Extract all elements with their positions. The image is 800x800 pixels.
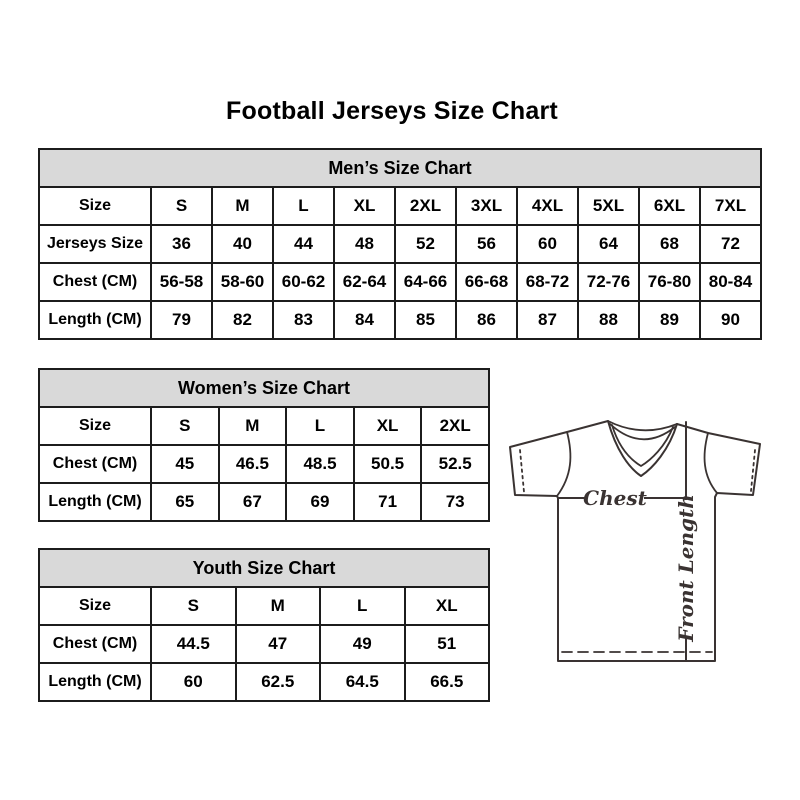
value-cell: 85 xyxy=(395,301,456,339)
vneck-outer xyxy=(608,421,677,476)
value-cell: 68-72 xyxy=(517,263,578,301)
value-cell: S xyxy=(151,187,212,225)
left-cuff-stitch xyxy=(520,450,524,492)
mens-table-title: Men’s Size Chart xyxy=(39,149,761,187)
value-cell: 66-68 xyxy=(456,263,517,301)
table-row xyxy=(39,263,761,301)
value-cell: 5XL xyxy=(578,187,639,225)
value-cell: 47 xyxy=(236,625,321,663)
value-cell: 45 xyxy=(151,445,219,483)
row-label: Length (CM) xyxy=(39,301,151,339)
row-label: Jerseys Size xyxy=(39,225,151,263)
value-cell: 6XL xyxy=(639,187,700,225)
value-cell: 76-80 xyxy=(639,263,700,301)
value-cell: 7XL xyxy=(700,187,761,225)
value-cell: 62.5 xyxy=(236,663,321,701)
value-cell: M xyxy=(219,407,287,445)
value-cell: 46.5 xyxy=(219,445,287,483)
jersey-outline xyxy=(510,421,760,661)
mens-size-table xyxy=(38,148,762,340)
front-length-label: Front Length xyxy=(674,494,698,642)
value-cell: 68 xyxy=(639,225,700,263)
value-cell: 65 xyxy=(151,483,219,521)
value-cell: M xyxy=(212,187,273,225)
right-armhole-seam xyxy=(705,433,717,493)
table-row xyxy=(39,407,489,445)
womens-table-header-row xyxy=(39,369,489,407)
value-cell: 48 xyxy=(334,225,395,263)
value-cell: 60 xyxy=(151,663,236,701)
value-cell: 2XL xyxy=(395,187,456,225)
table-row xyxy=(39,483,489,521)
value-cell: 62-64 xyxy=(334,263,395,301)
row-label: Length (CM) xyxy=(39,483,151,521)
page-title: Football Jerseys Size Chart xyxy=(226,97,558,125)
value-cell: 58-60 xyxy=(212,263,273,301)
value-cell: 56-58 xyxy=(151,263,212,301)
youth-table-title: Youth Size Chart xyxy=(39,549,489,587)
value-cell: 52 xyxy=(395,225,456,263)
value-cell: 80-84 xyxy=(700,263,761,301)
collar-back-rim xyxy=(608,421,677,430)
value-cell: L xyxy=(286,407,354,445)
value-cell: XL xyxy=(405,587,490,625)
jersey-diagram xyxy=(500,400,780,680)
youth-table-header-row xyxy=(39,549,489,587)
value-cell: 89 xyxy=(639,301,700,339)
row-label: Size xyxy=(39,187,151,225)
row-label: Chest (CM) xyxy=(39,445,151,483)
value-cell: 48.5 xyxy=(286,445,354,483)
value-cell: S xyxy=(151,587,236,625)
left-armhole-seam xyxy=(557,432,570,496)
womens-size-table xyxy=(38,368,490,522)
value-cell: 90 xyxy=(700,301,761,339)
row-label: Size xyxy=(39,587,151,625)
value-cell: 60 xyxy=(517,225,578,263)
value-cell: 64 xyxy=(578,225,639,263)
table-row xyxy=(39,625,489,663)
value-cell: 67 xyxy=(219,483,287,521)
table-row xyxy=(39,663,489,701)
value-cell: 69 xyxy=(286,483,354,521)
value-cell: 73 xyxy=(421,483,489,521)
value-cell: L xyxy=(273,187,334,225)
table-row xyxy=(39,187,761,225)
value-cell: 36 xyxy=(151,225,212,263)
value-cell: 83 xyxy=(273,301,334,339)
value-cell: 60-62 xyxy=(273,263,334,301)
mens-table-header-row xyxy=(39,149,761,187)
table-row xyxy=(39,445,489,483)
value-cell: 66.5 xyxy=(405,663,490,701)
table-row xyxy=(39,225,761,263)
value-cell: 72-76 xyxy=(578,263,639,301)
table-row xyxy=(39,301,761,339)
row-label: Size xyxy=(39,407,151,445)
value-cell: 49 xyxy=(320,625,405,663)
value-cell: 50.5 xyxy=(354,445,422,483)
value-cell: XL xyxy=(354,407,422,445)
value-cell: 79 xyxy=(151,301,212,339)
value-cell: M xyxy=(236,587,321,625)
table-row xyxy=(39,587,489,625)
chest-label: Chest xyxy=(583,486,647,510)
value-cell: 2XL xyxy=(421,407,489,445)
value-cell: 52.5 xyxy=(421,445,489,483)
value-cell: 44 xyxy=(273,225,334,263)
youth-size-table xyxy=(38,548,490,702)
value-cell: L xyxy=(320,587,405,625)
value-cell: 64-66 xyxy=(395,263,456,301)
row-label: Chest (CM) xyxy=(39,625,151,663)
value-cell: 4XL xyxy=(517,187,578,225)
value-cell: 82 xyxy=(212,301,273,339)
value-cell: 71 xyxy=(354,483,422,521)
value-cell: 72 xyxy=(700,225,761,263)
value-cell: 56 xyxy=(456,225,517,263)
value-cell: S xyxy=(151,407,219,445)
value-cell: XL xyxy=(334,187,395,225)
value-cell: 40 xyxy=(212,225,273,263)
value-cell: 88 xyxy=(578,301,639,339)
value-cell: 44.5 xyxy=(151,625,236,663)
value-cell: 64.5 xyxy=(320,663,405,701)
value-cell: 3XL xyxy=(456,187,517,225)
row-label: Length (CM) xyxy=(39,663,151,701)
value-cell: 86 xyxy=(456,301,517,339)
value-cell: 51 xyxy=(405,625,490,663)
row-label: Chest (CM) xyxy=(39,263,151,301)
value-cell: 84 xyxy=(334,301,395,339)
womens-table-title: Women’s Size Chart xyxy=(39,369,489,407)
value-cell: 87 xyxy=(517,301,578,339)
